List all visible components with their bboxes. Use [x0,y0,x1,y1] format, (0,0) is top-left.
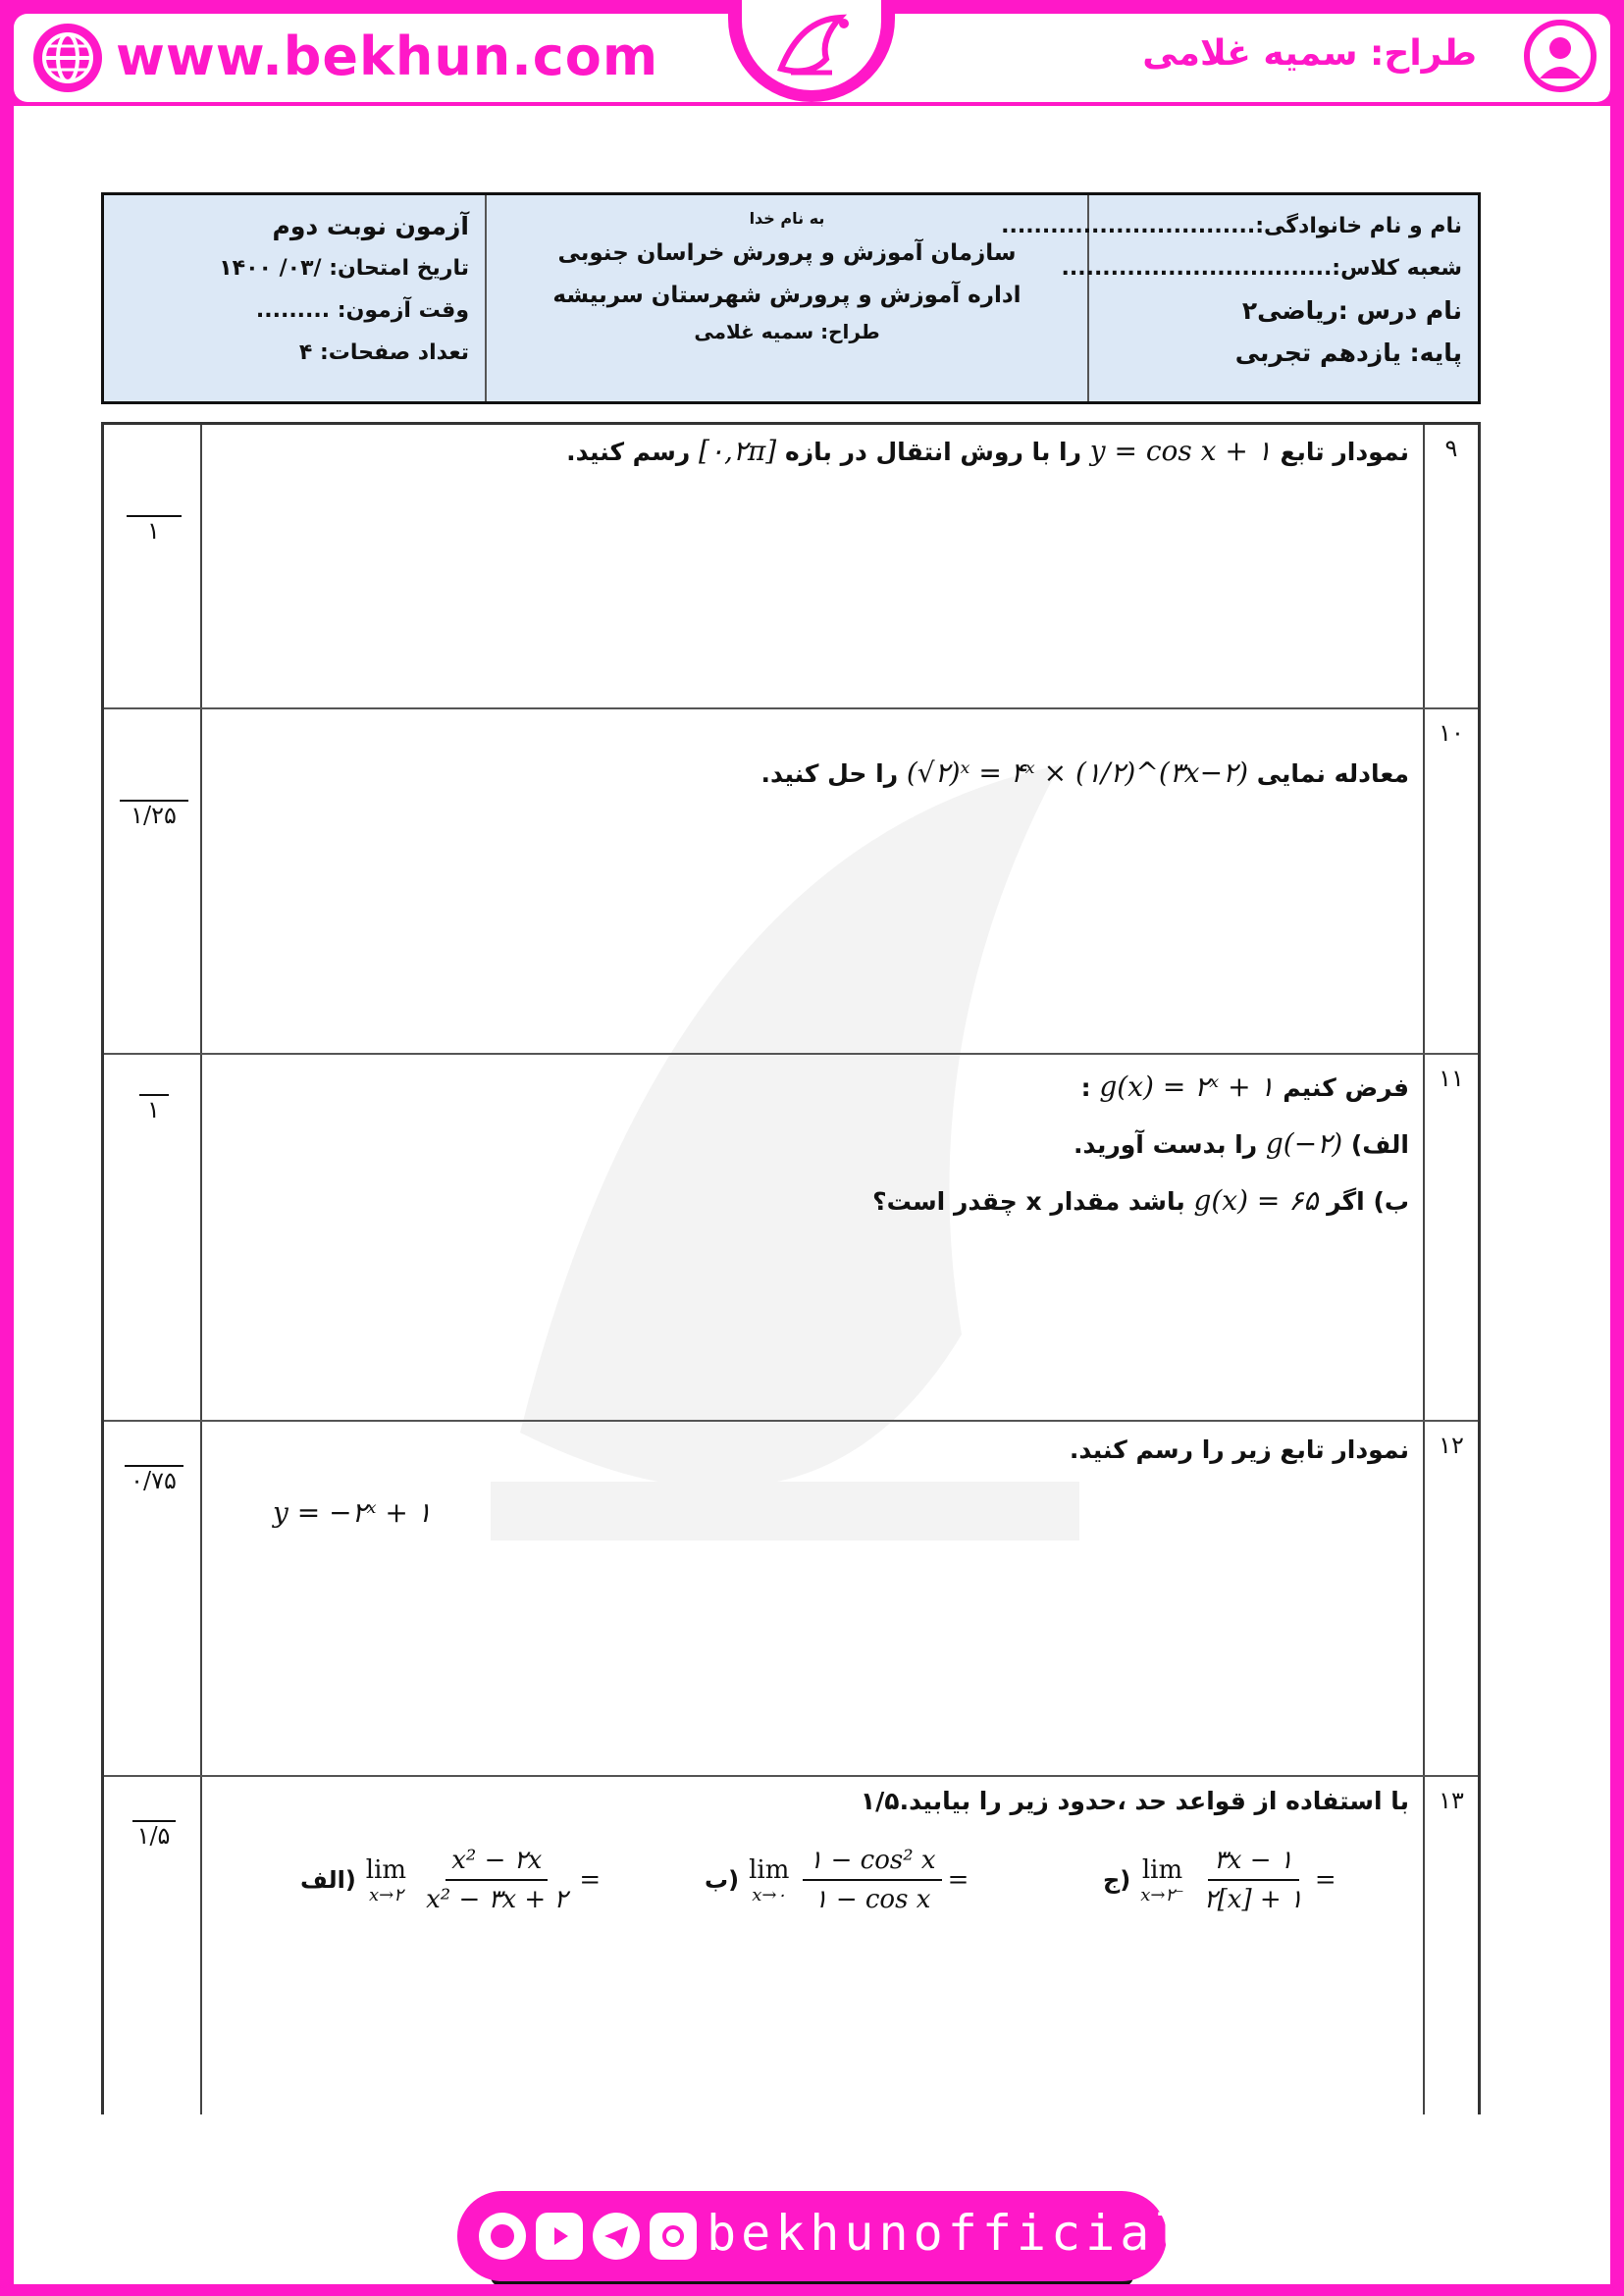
limit-label: الف) [300,1866,356,1894]
website-link[interactable]: www.bekhun.com [116,26,659,87]
bismillah: به نام خدا [749,209,825,228]
score-value: ۱/۲۵ [131,802,177,829]
question-number: ۱۳ [1439,1787,1464,1814]
question-number: ۱۱ [1439,1065,1464,1092]
text-part: الف) [1350,1130,1409,1159]
limit-approach: x→۰ [752,1884,787,1905]
page-count: تعداد صفحات: ۴ [298,340,469,365]
expression-formula: g(−۲) [1265,1127,1343,1160]
text-part: را بدست آورید. [1074,1130,1258,1159]
limit-label: ب) [705,1866,740,1894]
equals-sign: = [1314,1865,1336,1895]
exam-date: تاریخ امتحان: /۰۳/ ۱۴۰۰ [219,256,469,281]
numerator: ۳x − ۱ [1208,1846,1299,1881]
text-part: را حل کنید. [760,759,899,788]
class-field: شعبه کلاس:................................. [1061,256,1462,281]
equation-formula: (√۲)ˣ = ۴ˣ × (۱/۲)^(۳x−۲) [906,757,1248,789]
denominator: ۲[x] + ۱ [1203,1885,1303,1914]
text-part: باشد مقدار x چقدر است؟ [872,1187,1185,1216]
numerator: x² − ۲x [445,1846,548,1881]
lim-text: lim [365,1854,407,1885]
organization-line-1: سازمان آموزش و پرورش خراسان جنوبی [557,240,1017,266]
score-value: ۱/۵ [136,1822,171,1850]
equation-formula: g(x) = ۶۵ [1193,1184,1319,1217]
question-text: با استفاده از قواعد حد ،حدود زیر را بیابید.۱/۵ [860,1787,1409,1815]
question-number: ۹ [1444,435,1458,462]
student-name-field: نام و نام خانوادگی:............................... [1001,214,1462,238]
text-part: رسم کنید. [566,438,691,466]
score-value: ۰/۷۵ [131,1467,177,1494]
function-formula: y = −۲ˣ + ۱ [273,1496,432,1529]
question-number: ۱۲ [1439,1432,1464,1459]
text-part: ب) اگر [1327,1187,1409,1216]
interval-formula: [۰,۲π] [698,435,777,467]
designer-line: طراح: سمیه غلامی [694,320,880,343]
question-number: ۱۰ [1439,719,1464,747]
exam-time: وقت آزمون: ......... [255,298,469,323]
function-formula: g(x) = ۲ˣ + ۱ [1099,1070,1275,1103]
social-handle[interactable]: bekhunofficial [707,2205,1189,2262]
question-text: نمودار تابع زیر را رسم کنید. [1069,1435,1409,1464]
limit-label: ج) [1103,1866,1131,1894]
function-formula: y = cos x + ۱ [1089,435,1272,467]
text-part: را با روش انتقال در بازه [784,438,1082,466]
text-part: نمودار تابع [1280,438,1409,466]
lim-text: lim [749,1854,790,1885]
exam-title: آزمون نوبت دوم [272,212,469,240]
designer-credit: طراح: سمیه غلامی [1142,33,1477,74]
text-part: : [1080,1073,1091,1102]
score-value: ۱ [147,517,160,545]
denominator: x² − ۳x + ۲ [426,1885,568,1914]
text-part: معادله نمایی [1256,759,1409,788]
limit-approach: x→۲ [368,1884,403,1905]
equals-sign: = [947,1865,969,1895]
grade-field: پایه: یازدهم تجربی [1234,339,1462,367]
lim-text: lim [1141,1854,1183,1885]
numerator: ۱ − cos² x [803,1846,941,1881]
denominator: ۱ − cos x [813,1885,931,1914]
score-value: ۱ [147,1096,160,1123]
subject-field: نام درس :ریاضی۲ [1241,296,1462,325]
equals-sign: = [579,1865,602,1895]
text-part: فرض کنیم [1283,1073,1409,1102]
organization-line-2: اداره آموزش و پرورش شهرستان سربیشه [552,283,1022,308]
limit-approach: x→۲⁻ [1140,1884,1184,1905]
